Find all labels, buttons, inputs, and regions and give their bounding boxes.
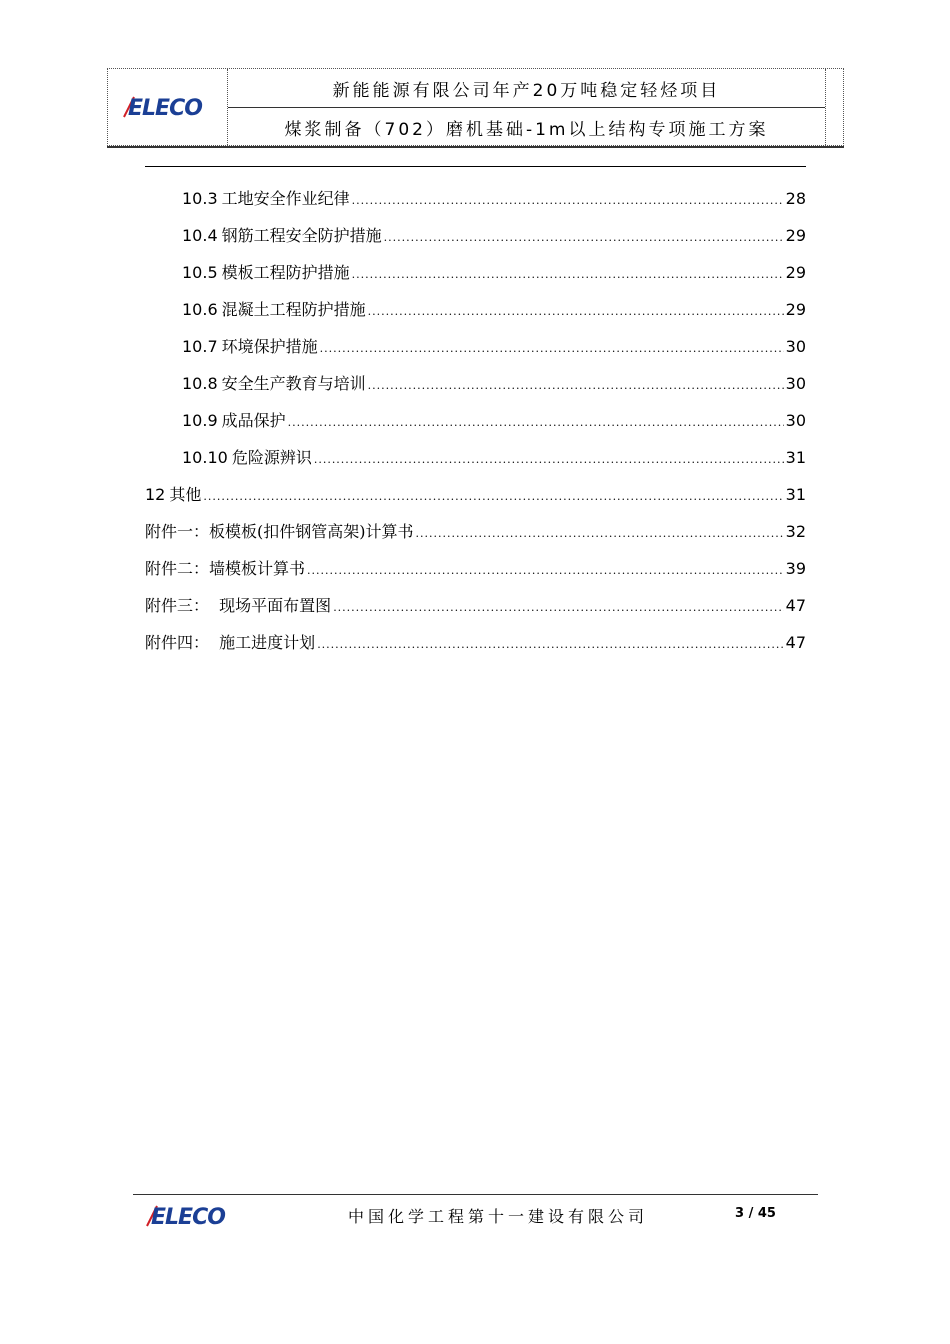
toc-entry[interactable]	[145, 482, 806, 519]
toc-entry[interactable]	[145, 630, 806, 667]
toc-entry-number: 10.9	[182, 411, 218, 430]
toc-entry-page: 28	[785, 189, 806, 208]
toc-leader-dots	[368, 305, 784, 318]
toc-entry[interactable]	[145, 260, 806, 297]
footer-logo-text: ELECO	[151, 1205, 225, 1230]
eleco-logo-icon	[120, 93, 216, 121]
toc-entry-number: 10.3	[182, 189, 218, 208]
toc-entry[interactable]	[145, 297, 806, 334]
toc-entry-page: 47	[785, 633, 806, 652]
toc-entry-title: 混凝土工程防护措施	[221, 300, 366, 319]
toc-entry-title: 工地安全作业纪律	[221, 189, 350, 208]
toc-entry-number: 10.6	[182, 300, 218, 319]
page-footer	[133, 1196, 818, 1236]
toc-entry-page: 39	[785, 559, 806, 578]
toc-entry[interactable]	[145, 445, 806, 482]
toc-entry-page: 31	[785, 448, 806, 467]
toc-entry[interactable]	[145, 408, 806, 445]
toc-leader-dots	[203, 490, 783, 503]
eleco-logo-icon	[143, 1202, 239, 1230]
toc-entry-title: 安全生产教育与培训	[221, 374, 366, 393]
toc-entry-page: 31	[785, 485, 806, 504]
toc-entry-title: 其他	[169, 485, 202, 504]
toc-entry-page: 29	[785, 226, 806, 245]
toc-leader-dots	[384, 231, 784, 244]
toc-entry-page: 30	[785, 411, 806, 430]
toc-entry-page: 32	[785, 522, 806, 541]
toc-top-rule	[145, 166, 806, 167]
toc-entry[interactable]	[145, 556, 806, 593]
header-divider	[107, 146, 844, 148]
toc-entry-page: 29	[785, 300, 806, 319]
toc-leader-dots	[314, 453, 784, 466]
toc-entry-number: 10.5	[182, 263, 218, 282]
toc-entry-title: 附件四： 施工进度计划	[145, 633, 316, 652]
footer-logo-cell	[143, 1202, 239, 1234]
toc-leader-dots	[307, 564, 784, 577]
toc-entry-page: 47	[785, 596, 806, 615]
toc-entry-page: 30	[785, 337, 806, 356]
toc-leader-dots	[416, 527, 784, 540]
header-right-strip	[825, 69, 843, 145]
toc-entry[interactable]	[145, 593, 806, 630]
toc-entry-number: 10.8	[182, 374, 218, 393]
toc-entry-title: 模板工程防护措施	[221, 263, 350, 282]
header-title-line1: 新能能源有限公司年产20万吨稳定轻烃项目	[228, 69, 825, 108]
header-logo-cell	[108, 69, 228, 145]
toc-entry-page: 29	[785, 263, 806, 282]
toc-entry-title: 钢筋工程安全防护措施	[221, 226, 382, 245]
toc-entry-title: 危险源辨识	[231, 448, 312, 467]
footer-divider	[133, 1194, 818, 1195]
toc-leader-dots	[333, 601, 783, 614]
footer-company-name: 中国化学工程第十一建设有限公司	[348, 1207, 649, 1226]
toc-entry[interactable]	[145, 334, 806, 371]
toc-leader-dots	[352, 194, 784, 207]
toc-leader-dots	[320, 342, 784, 355]
toc-leader-dots	[368, 379, 784, 392]
toc-leader-dots	[352, 268, 784, 281]
toc-entry-title: 附件二：墙模板计算书	[145, 559, 306, 578]
toc-entry-number: 10.10	[182, 448, 228, 467]
toc-entry[interactable]	[145, 223, 806, 260]
toc-entry-title: 附件一：板模板(扣件钢管高架)计算书	[145, 522, 414, 541]
toc-entry[interactable]	[145, 519, 806, 556]
page-number: 3 / 45	[735, 1206, 776, 1221]
page-header	[107, 68, 844, 146]
toc-entry[interactable]	[145, 371, 806, 408]
toc-entry-title: 环境保护措施	[221, 337, 318, 356]
toc-entry-number: 10.7	[182, 337, 218, 356]
header-logo-text: ELECO	[127, 96, 202, 121]
toc-entry-number: 10.4	[182, 226, 218, 245]
toc-entry-title: 附件三： 现场平面布置图	[145, 596, 332, 615]
toc-entry[interactable]	[145, 186, 806, 223]
toc-entry-page: 30	[785, 374, 806, 393]
toc-entry-number: 12	[145, 485, 166, 504]
header-title-line2: 煤浆制备（702）磨机基础-1m以上结构专项施工方案	[284, 119, 769, 140]
toc-leader-dots	[288, 416, 784, 429]
toc-entry-title: 成品保护	[221, 411, 286, 430]
table-of-contents	[145, 186, 806, 667]
toc-leader-dots	[317, 638, 783, 651]
